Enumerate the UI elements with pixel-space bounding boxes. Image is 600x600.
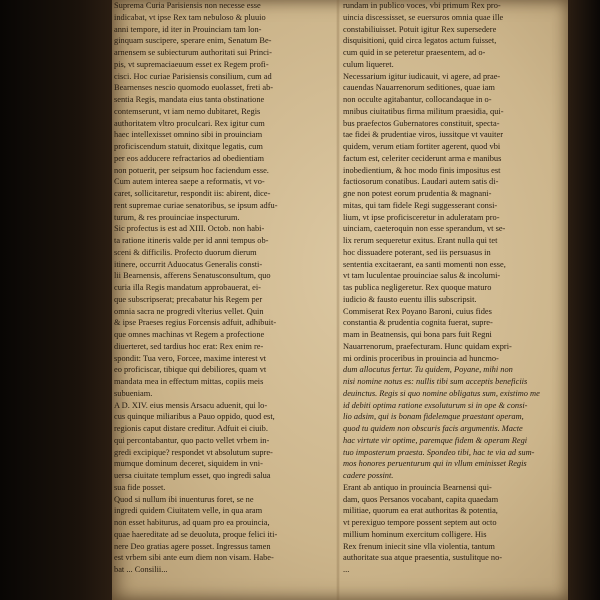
text-line: sentia Regis, mandata eius tanta obstinatione [114,95,265,104]
text-line: haec intellexisset omnino sibi in prouinciam [114,130,263,140]
text-line: mumque dominum deceret, siquidem in vni- [114,459,263,469]
text-line: cauendas Nauarrenorum seditiones, quae iam [343,83,495,93]
text-line: disquisitioni, quid circa legatos actum fuisset, [343,36,497,46]
column-gutter [336,0,340,600]
text-line: que omnes machinas vt Regem a profectione [114,330,265,339]
text-line: factum est, celeriter ceciderunt arma e manibus [343,153,502,163]
italic-speech-line: deuinctus. Regis si quo nomine obligatus sum, existimo me [343,388,540,398]
text-line: authoritatem vltro proculcari. Rex igitur cum [114,118,265,128]
text-line: quae haereditate ad se deuoluta, proque felici iti- [114,529,278,539]
text-line: non potuerit, per seipsum hoc faciendum esse. [114,165,269,175]
italic-speech-line: cadere possint. [343,471,394,480]
text-line: Rex frenum iniecit sine vlla violentia, tantum [343,541,495,551]
text-line: militiae, quorum ea erat authoritas & potentia, [343,506,498,516]
text-line: cus quinque miliaribus a Pauo oppido, quod est, [114,412,275,422]
text-line: itinere, occurrit Aduocatus Generalis consti- [114,259,263,269]
italic-speech-line: dum allocutus fertur. Tu quidem, Poyane, mihi non [343,365,513,375]
text-line: Quod si nullum ibi inuenturus foret, se ne [114,494,254,504]
text-line: mi ordinis proceribus in prouincia ad huncmo- [343,353,499,363]
italic-speech-line: lio adsim, qui is bonam fidelemque praestant operam, [343,412,524,422]
text-line: constabiliuisset. Potuit igitur Rex supersedere [343,24,497,34]
text-line: tas publica negligeretur. Rex quoque maturo [343,283,492,292]
text-line: mnibus ciuitatibus firma militum praesidia, qui- [343,106,504,116]
text-line: omnia sacra ne progredi vlterius vellet. Quin [114,306,264,316]
text-line: anni tempore, id iter in Prouinciam tam lon- [114,24,262,34]
text-line: sua fide posset. [114,482,166,492]
text-line: ginquam suscipere, sperare enim, Senatum Be- [114,36,272,46]
italic-speech-line: id debiti optima ratione exsoluturum si in ope & consi- [343,400,528,410]
text-line: Cum autem interea saepe a reformatis, vt vo- [114,177,265,187]
text-line: mandata mea in effectum mittas, copiis meis [114,377,264,386]
italic-speech-line: mos honores peruenturum qui in vllum eminisset Regis [343,459,527,469]
text-line: rundam in publico voces, vbi primum Rex pro- [343,1,501,10]
text-line: contemserunt, vt iam nemo dubitaret, Regis [114,106,261,116]
text-line: rent supremae curiae senatoribus, se ipsum adfu- [114,200,278,210]
text-line: per eos adducere refractarios ad obedientiam [114,153,264,163]
text-line: curia illa Regis mandatum approbauerat, ei- [114,283,261,292]
italic-speech-line: nisi nomine notus es: nullis tibi sum acceptis beneficiis [343,377,528,386]
text-line: Suprema Curia Parisiensis non necesse esse [114,1,261,10]
right-text-column [343,0,562,576]
text-line: lix rerum sequeretur exitus. Erant nulla qui tet [343,236,498,245]
text-line: & ipse Praeses regius Forcensis adfuit, adhibuit- [114,318,277,328]
text-line: pis, vt supremaciaeuum esset ex Regem profi- [114,59,269,69]
text-line: Sic profectus is est ad XIII. Octob. non habi- [114,224,265,234]
text-line: Bearnenses nescio quomodo euolasset, freti ab- [114,83,274,93]
text-line: uersa ciuitate templum esset, quo ingredi salua [114,471,271,480]
text-line: que subscripserat; precabatur his Regem per [114,294,263,304]
text-line: A D. XIV. eius mensis Arsacu aduenit, qui lo- [114,400,268,410]
text-line: nere Deo gratias agere posset. Ingressus tamen [114,541,271,551]
text-line: Erant ab antiquo in prouincia Bearnensi qui- [343,482,492,492]
text-line: authoritate sua atque praesentia, sustulitque no- [343,553,503,563]
right-page-shadow [568,0,600,600]
text-line: vt perexiguo tempore possent septem aut octo [343,518,497,527]
text-line: inobedientium, & hoc modo finis impositus est [343,165,501,175]
italic-speech-line: quod tu quidem non obscuris facis argumentis. Macte [343,424,523,433]
text-line: spondit: Tua vero, Forcee, maxime interest vt [114,353,267,363]
text-line: uincia discessisset, se euersuros omnia quae ille [343,12,504,22]
text-line: gredi excipique? respondet vt absolutum supre- [114,447,273,457]
left-page-shadow [0,0,112,600]
text-line: cisci. Hoc curiae Parisiensis consilium, cum ad [114,71,272,81]
left-text-column [114,0,332,576]
text-line: Commiserat Rex Poyano Baroni, cuius fides [343,306,492,316]
text-line: tae fidei & prudentiae viros, iussitque vt vauiter [343,130,504,140]
text-line: qui percontabantur, quo pacto vellet vrbem in- [114,435,270,445]
text-line: vt tam luculentae prouinciae salus & incolumi- [343,271,501,281]
text-line: turum, & res prouinciae inspecturum. [114,212,240,222]
text-line: culum liqueret. [343,59,394,69]
text-line: regionis caput distare creditur. Adfuit ei ciuib. [114,424,268,433]
text-line: mitas, qui tam fidele Regi suggesserant consi- [343,200,498,210]
text-line: mam in Beatnensis, qui bona pars fuit Regni [343,330,492,339]
text-line: subueniam. [114,388,153,398]
text-line: uinciam, caeteroquin non esse sperandum, vt se- [343,224,506,234]
text-line: diuerteret, sed tardius hoc erat: Rex enim re- [114,341,264,351]
text-line: arnensem se subiecturum authoritati sui Princi- [114,48,272,57]
text-line: proficiscendum statuit, dixitque legatis, cum [114,142,263,151]
text-line: bus praefectos Gubernatores constituit, specta- [343,118,500,128]
text-line: quidem, verum etiam fortiter agerent, quod vbi [343,142,501,151]
text-line: iudicio & fausto euentu illis subscripsit. [343,294,477,304]
text-line: factiosorum conatibus. Laudari autem satis di- [343,177,499,187]
text-line: ... [343,565,350,574]
text-line: non occulte agitabantur, collocandaque in o- [343,95,492,104]
text-line: sceni & difficilis. Profecto duorum dierum [114,247,257,257]
text-line: sententia excitaerant, ea santi momenti non esse, [343,259,506,269]
text-line: Necessarium igitur iudicauit, vi agere, ad prae- [343,71,501,81]
text-line: ingredi quidem Ciuitatem velle, in qua aram [114,506,263,516]
italic-speech-line: hac virtute vir optime, paremque fidem & operam Regi [343,435,528,445]
text-line: gne non potest eorum prudentia & magnani- [343,189,492,198]
text-line: lium, vt ipse proficisceretur in aduleratam pro- [343,212,500,222]
text-line: cum quid in se peteretur praesentem, ad o- [343,48,486,57]
text-line: constantia & prudentia cognita fuerat, supre- [343,318,493,328]
text-line: Nauarrenorum, praefecturam. Hunc quidam expri- [343,341,512,351]
text-line: eo proficiscar, tibique qui debiliores, quam vt [114,365,267,375]
italic-speech-line: tuo imposterum praesta. Spondeo tibi, hac te via ad sum- [343,447,535,457]
text-line: lii Bearnensis, afferens Senatusconsultum, quo [114,271,271,281]
text-line: bat ... Consilii... [114,565,168,574]
text-line: millium hominum exercitum colligere. His [343,529,487,539]
text-line: non esset habiturus, ad quam pro ea prouincia, [114,518,270,527]
text-line: ta ratione itineris valde per id anni tempus ob- [114,236,269,245]
text-line: est vrbem sibi ante eum diem non visam. Habe- [114,553,274,563]
text-line: hoc dissuadere poterant, sed iis persuasus in [343,247,491,257]
text-line: dam, quos Persanos vocabant, capita quaedam [343,494,499,504]
text-line: caret, sollicitaretur, respondit iis: abirent, dice- [114,189,271,198]
book-page [112,0,568,600]
text-line: indicabat, vt ipse Rex tam nebuloso & pluuio [114,12,266,22]
